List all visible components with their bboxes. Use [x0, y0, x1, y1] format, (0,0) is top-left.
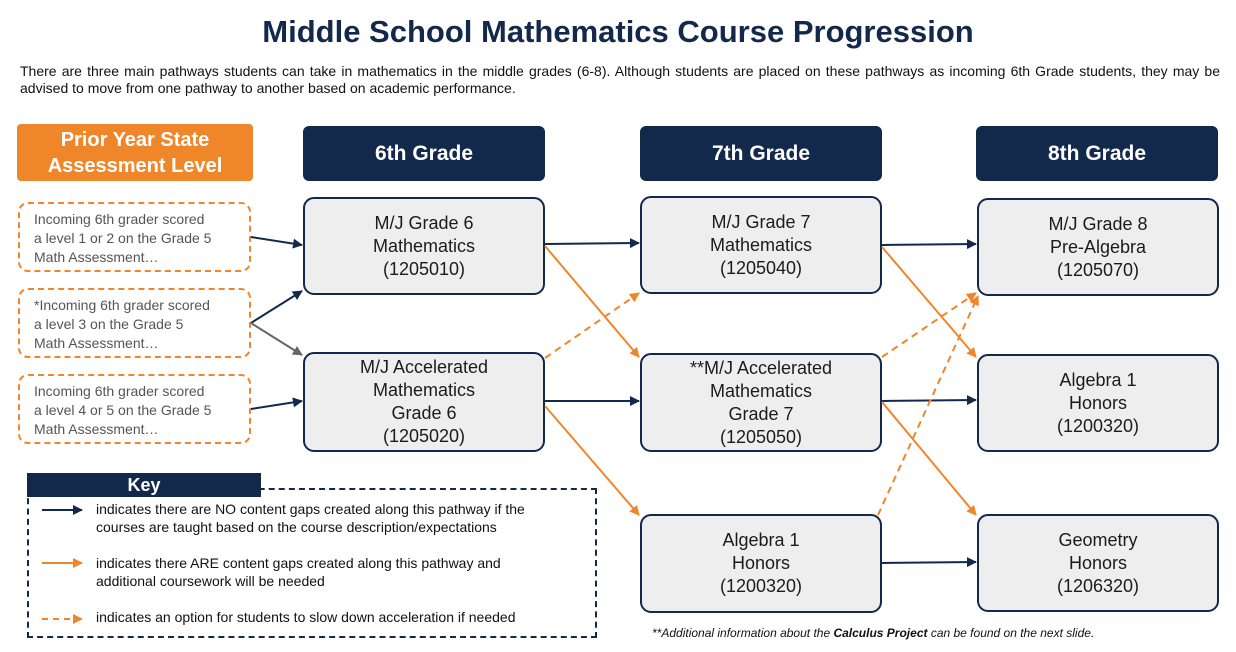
arrow-g7alg1-to-g8geom [882, 562, 976, 563]
arrow-g7accel-to-g8alg1 [882, 400, 976, 401]
course-line: (1205040) [719, 257, 803, 278]
criteria-line: Math Assessment… [34, 335, 159, 351]
course-line: Honors [1068, 552, 1128, 573]
course-line: M/J Accelerated [359, 357, 489, 377]
criteria-line: *Incoming 6th grader scored [34, 297, 210, 313]
prior-header-line-2: Assessment Level [47, 154, 223, 177]
course-line: Algebra 1 [1059, 369, 1137, 390]
key-item-line: indicates there ARE content gaps created along this pathway and [96, 555, 501, 571]
arrow-g7accel-to-g8geom [882, 402, 976, 515]
course-line: (1205010) [382, 258, 466, 279]
course-line: Grade 7 [728, 403, 794, 424]
course-line: Grade 6 [391, 403, 457, 423]
page-title: Middle School Mathematics Course Progression [262, 14, 974, 49]
course-line: Pre-Algebra [1049, 236, 1147, 257]
course-line: Mathematics [709, 234, 813, 255]
key-item-line: indicates there are NO content gaps created along this pathway if the [96, 501, 525, 517]
course-line: (1200320) [719, 576, 803, 596]
course-line: Mathematics [372, 380, 476, 400]
criteria-line: a level 3 on the Grade 5 [34, 316, 184, 332]
criteria-line: a level 4 or 5 on the Grade 5 [34, 402, 212, 418]
arrow-crit2-to-g6math [251, 291, 302, 323]
arrow-g6math-to-g7math [545, 243, 639, 244]
course-line: M/J Grade 6 [374, 212, 474, 233]
course-line: M/J Grade 7 [711, 211, 811, 232]
course-line: (1205050) [719, 426, 803, 447]
key-item-line: additional coursework will be needed [96, 573, 325, 589]
course-line: (1205070) [1056, 259, 1140, 280]
footnote-after: can be found on the next slide. [927, 626, 1095, 640]
course-line: Mathematics [709, 380, 813, 401]
key-item-line: courses are taught based on the course description/expectations [96, 519, 497, 535]
grade-header-7: 7th Grade [640, 126, 882, 181]
criteria-line: Incoming 6th grader scored [34, 211, 205, 227]
key-item-line: indicates an option for students to slow down acceleration if needed [96, 609, 516, 625]
grade-header-8: 8th Grade [976, 126, 1218, 181]
intro-text: There are three main pathways students can take in mathematics in the middle grades (6-8). Although students are placed on these pathways as incoming 6th Grade students, they may be advised to move from one pathway to another based on academic performance. [20, 63, 1220, 96]
footnote-bold: Calculus Project [833, 626, 928, 640]
criteria-line: Math Assessment… [34, 421, 159, 437]
course-line: (1200320) [1056, 415, 1140, 436]
course-line: M/J Grade 8 [1048, 213, 1148, 234]
criteria-line: Incoming 6th grader scored [34, 383, 205, 399]
arrow-g7math-to-g8prealg [882, 244, 976, 245]
course-line: Geometry [1058, 529, 1138, 550]
arrow-g7alg1-to-g8prealg-dashed [878, 296, 978, 515]
arrow-crit3-to-g6accel [251, 401, 302, 409]
prior-header-line-1: Prior Year State [60, 128, 210, 151]
course-line: Honors [731, 553, 791, 573]
course-line: (1206320) [1056, 575, 1140, 596]
arrow-g6math-to-g7accel [545, 246, 639, 357]
arrow-crit2-to-g6accel [251, 323, 302, 355]
criteria-line: a level 1 or 2 on the Grade 5 [34, 230, 212, 246]
arrow-g6accel-to-g7alg1 [545, 406, 639, 515]
course-line: **M/J Accelerated [689, 357, 833, 378]
criteria-line: Math Assessment… [34, 249, 159, 265]
arrow-crit1-to-g6math [251, 237, 302, 245]
course-line: Algebra 1 [722, 530, 800, 550]
course-line: Mathematics [372, 235, 476, 256]
grade-header-6: 6th Grade [303, 126, 545, 181]
key-title: Key [27, 473, 261, 497]
footnote-before: **Additional information about the [652, 626, 834, 640]
course-line: (1205020) [382, 426, 466, 446]
course-line: Honors [1068, 392, 1128, 413]
